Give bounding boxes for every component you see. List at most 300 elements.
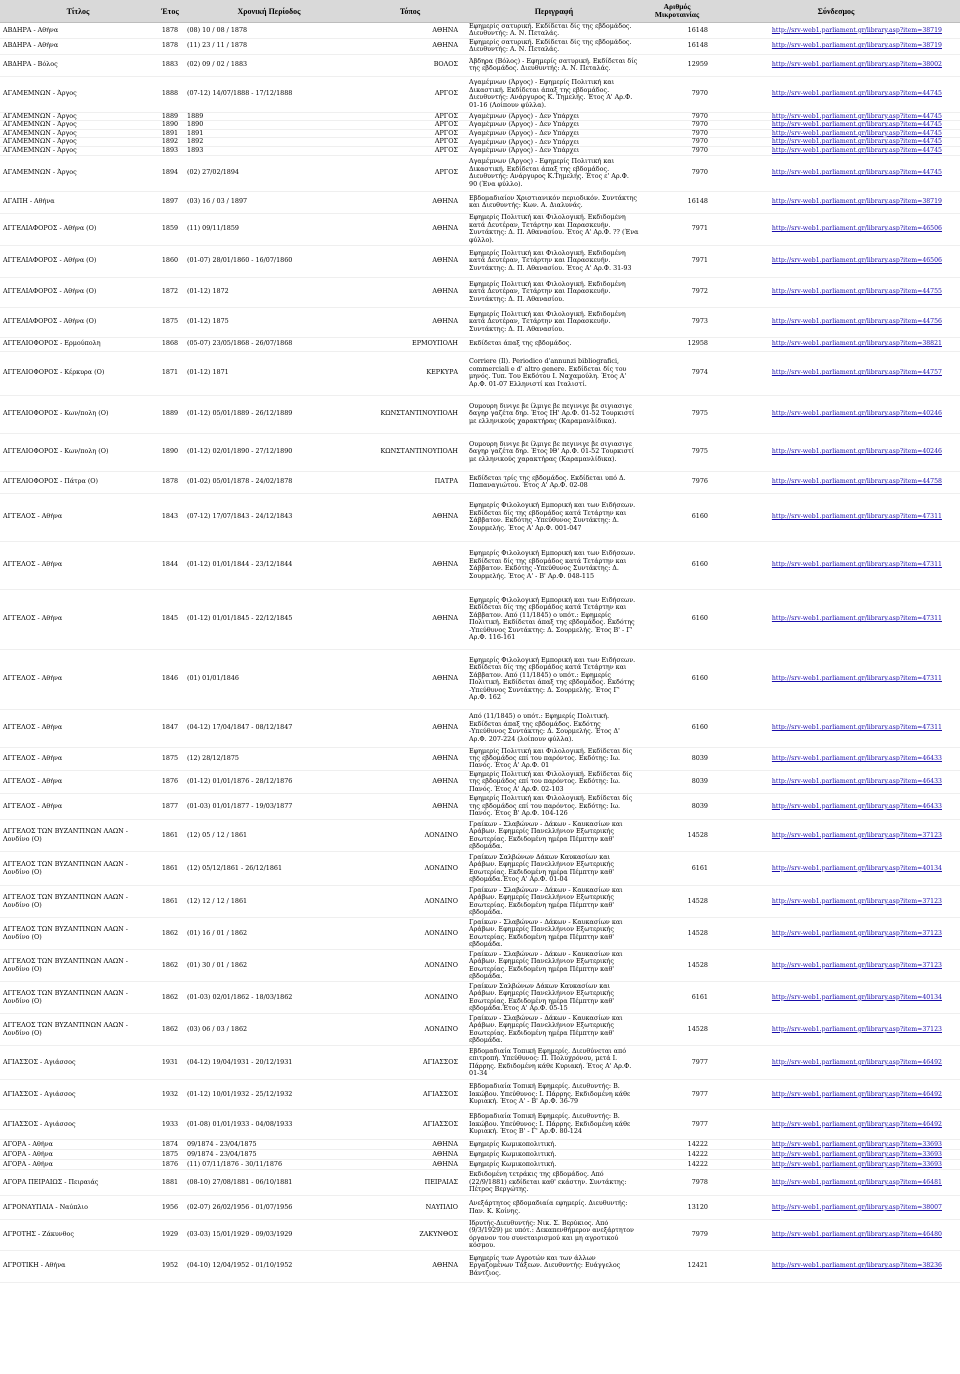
table-row bbox=[0, 1160, 960, 1170]
cell-microfilm-number: 6160 bbox=[691, 512, 708, 521]
table-row bbox=[0, 918, 960, 950]
cell-title: ΑΓΑΜΕΜΝΩΝ - Άργος bbox=[3, 137, 77, 146]
cell-microfilm-number: 6161 bbox=[691, 992, 708, 1001]
cell-microfilm-number: 12959 bbox=[687, 60, 708, 69]
cell-link[interactable]: http://srv-web1.parliament.gr/library.asp?item=47311 bbox=[771, 615, 942, 623]
cell-microfilm-number: 7975 bbox=[691, 409, 708, 418]
cell-link[interactable]: http://srv-web1.parliament.gr/library.asp?item=44756 bbox=[771, 318, 942, 326]
cell-description: Αγαμέμνων (Άργος) - Δεν Υπάρχει bbox=[469, 146, 580, 155]
cell-year: 1897 bbox=[161, 197, 179, 206]
cell-title: ΑΓΓΕΛΙΟΦΟΡΟΣ - Ερμούπολη bbox=[3, 339, 101, 348]
cell-year: 1847 bbox=[161, 723, 179, 732]
cell-microfilm-number: 16148 bbox=[687, 197, 708, 206]
cell-title: ΑΓΑΜΕΜΝΩΝ - Άργος bbox=[3, 89, 77, 98]
cell-place: ΑΘΗΝΑ bbox=[432, 317, 458, 326]
cell-link[interactable]: http://srv-web1.parliament.gr/library.asp?item=33693 bbox=[771, 1160, 942, 1168]
cell-year: 1861 bbox=[161, 863, 179, 872]
cell-place: ΚΩΝΣΤΑΝΤΙΝΟΥΠΟΛΗ bbox=[380, 409, 458, 418]
cell-link[interactable]: http://srv-web1.parliament.gr/library.asp?item=40246 bbox=[771, 448, 942, 456]
cell-title: ΑΓΓΕΛΟΣ ΤΩΝ ΒΥΖΑΝΤΙΝΩΝ ΛΑΩΝ - Λονδίνο (Ο) bbox=[3, 892, 128, 909]
cell-year: 1862 bbox=[161, 1024, 179, 1033]
cell-description: Γραίκων - Σλαβώνων - Δάκων - Καυκασίων και Αράβων. Εφημερίς Πανελλήνιον Εξωτερικής Εσωτερίας. Εκδιδομένη ημέρα Πέμπτην καθ' εβδομάδα. bbox=[469, 1013, 623, 1044]
cell-place: ΑΡΓΟΣ bbox=[434, 112, 458, 120]
cell-description: Εφημερίς Κωμικοπολιτική. bbox=[469, 1139, 557, 1148]
cell-title: ΑΓΙΑΣΣΟΣ - Αγιάσσος bbox=[3, 1119, 76, 1128]
cell-period: (11) 23 / 11 / 1878 bbox=[187, 41, 248, 50]
cell-description: Εφημερίς Πολιτική και Φιλολογική. Εκδιδομένη κατά Δευτέραν, Τετάρτην και Παρασκευήν. Συντάκτης: Δ. Π. Αθανασίου. Έτος Α' Αρ.Φ. 31-93 bbox=[469, 248, 632, 272]
cell-period: (07-12) 14/07/1888 - 17/12/1888 bbox=[187, 89, 293, 98]
cell-year: 1956 bbox=[161, 1202, 179, 1211]
cell-period: (08) 10 / 08 / 1878 bbox=[187, 25, 248, 34]
cell-place: ΒΟΛΟΣ bbox=[433, 60, 458, 69]
cell-link[interactable]: http://srv-web1.parliament.gr/library.asp?item=37123 bbox=[771, 897, 942, 905]
cell-microfilm-number: 6160 bbox=[691, 614, 708, 623]
cell-link[interactable]: http://srv-web1.parliament.gr/library.asp?item=44745 bbox=[771, 138, 942, 146]
cell-description: Εφημερίς Κωμικοπολιτική. bbox=[469, 1159, 557, 1168]
cell-place: ΑΘΗΝΑ bbox=[432, 560, 458, 569]
cell-link[interactable]: http://srv-web1.parliament.gr/library.asp?item=44745 bbox=[771, 147, 942, 154]
cell-title: ΑΓΓΕΛΙΑΦΟΡΟΣ - Αθήνα (Ο) bbox=[3, 224, 97, 233]
cell-description: Εφημερίς Πολιτική και Φιλολογική. Εκδιδομένη κατά Δευτέραν, Τετάρτην και Παρασκευήν. Συντάκτης: Δ. Π. Αθανασίου. bbox=[469, 309, 626, 333]
table-row bbox=[0, 433, 960, 471]
cell-place: ΑΘΗΝΑ bbox=[432, 723, 458, 732]
cell-link[interactable]: http://srv-web1.parliament.gr/library.asp?item=46506 bbox=[771, 257, 942, 265]
cell-description: Αγαμέμνων (Άργος) - Εφημερίς Πολιτική και Δικαστική. Εκδίδεται άπαξ της εβδομάδος. Διευθυντής: Ανάργυρος Κ.Τημελής. Έτος ε' Αρ.Φ. 90 (Ένα φύλλο). bbox=[469, 157, 629, 188]
cell-period: (02-07) 26/02/1956 - 01/07/1956 bbox=[187, 1202, 293, 1211]
cell-description: Εφημερίς σατυρική. Εκδίδεται δίς της εβδομάδος. Διευθυντής: Α. Ν. Πεταλάς. bbox=[469, 38, 632, 54]
cell-title: ΑΓΓΕΛΟΣ - Αθήνα bbox=[3, 512, 63, 521]
cell-year: 1878 bbox=[161, 41, 179, 50]
cell-place: ΛΟΝΔΙΝΟ bbox=[424, 992, 458, 1001]
cell-place: ΠΑΤΡΑ bbox=[434, 477, 458, 486]
cell-period: 1890 bbox=[187, 120, 204, 129]
cell-period: 1892 bbox=[187, 137, 204, 146]
cell-description: Εβδομαδιαίον Χριστιανικόν περιοδικόν. Συντάκτης και Διευθυντής: Κων. Α. Διαλυνάς. bbox=[469, 193, 637, 210]
table-row bbox=[0, 307, 960, 337]
cell-year: 1929 bbox=[161, 1230, 179, 1239]
cell-title: ΑΓΡΟΝΑΥΠΛΙΑ - Ναύπλιο bbox=[3, 1202, 88, 1211]
cell-description: Γραίκων Σαλβώνων Δάκων Καυκασίων και Αράβων. Εφημερίς Πανελλήνιον Εξωτερικής Εσωτερίας. Εκδιδομένη ημέρα Πέμπτην καθ' εβδομάδα.Έτος Α' Αρ.Φ. 01-04 bbox=[469, 852, 615, 883]
header-link: Σύνδεσμος bbox=[712, 0, 960, 23]
cell-place: ΑΘΗΝΑ bbox=[432, 674, 458, 683]
cell-description: Εφημερίς Πολιτική και Φιλολογική. Εκδίδεται δίς της εβδομάδος επί του παρόντος. Εκδότης: Ιω. Πανός. Έτος Α' Αρ.Φ. 01 bbox=[469, 747, 633, 770]
cell-description: Εφημερίς Πολιτική και Φιλολογική. Εκδιδομένη κατά Δευτέραν, Τετάρτην και Παρασκευήν. Συντάκτης: Δ. Π. Αθανασίου. bbox=[469, 279, 626, 303]
cell-description: Ιδρυτής-Διευθυντής: Νικ. Σ. Βερύκιος. Από (9/3/1929) με υπότ.: Δεκαπενθήμερον ανεξάρτητον όργανον του συνεταιρισμού και μη αγροτικού κόσμου. bbox=[469, 1219, 634, 1250]
cell-link[interactable]: http://srv-web1.parliament.gr/library.asp?item=44758 bbox=[771, 478, 942, 486]
cell-link[interactable]: http://srv-web1.parliament.gr/library.asp?item=44745 bbox=[771, 129, 942, 137]
cell-title: ΑΓΓΕΛΟΣ - Αθήνα bbox=[3, 674, 63, 683]
cell-link[interactable]: http://srv-web1.parliament.gr/library.asp?item=37123 bbox=[771, 1025, 942, 1033]
table-row bbox=[0, 1170, 960, 1196]
cell-description: Εφημερίς Φιλολογική Εμπορική και των Ειδήσεων. Εκδίδεται δίς της εβδομάδος κατά Τετάρτην και Σάββατον. Από (11/1845) ο υπότ.: Εφημερίς Πολιτική. Εκδίδεται άπαξ της εβδομάδος. Εκδότης -Υπεύθυνος Συντάκτης: Δ. Σουρμελής. Έτος Γ' Αρ.Φ. 162 bbox=[469, 655, 636, 701]
cell-title: ΑΓΑΜΕΜΝΩΝ - Άργος bbox=[3, 168, 77, 177]
cell-period: (12) 12 / 12 / 1861 bbox=[187, 896, 248, 905]
cell-title: ΑΓΓΕΛΙΑΦΟΡΟΣ - Αθήνα (Ο) bbox=[3, 256, 97, 265]
cell-microfilm-number: 7977 bbox=[691, 1089, 708, 1098]
cell-year: 1876 bbox=[161, 777, 179, 786]
cell-microfilm-number: 14528 bbox=[687, 896, 708, 905]
cell-place: ΠΕΙΡΑΙΑΣ bbox=[424, 1177, 458, 1186]
cell-title: ΑΓΡΟΤΗΣ - Ζάκυνθος bbox=[3, 1230, 74, 1239]
cell-link[interactable]: http://srv-web1.parliament.gr/library.asp?item=40134 bbox=[771, 993, 942, 1001]
cell-place: ΛΟΝΔΙΝΟ bbox=[424, 928, 458, 937]
table-row bbox=[0, 147, 960, 156]
cell-link[interactable]: http://srv-web1.parliament.gr/library.asp?item=40134 bbox=[771, 864, 942, 872]
cell-title: ΑΓΓΕΛΟΣ - Αθήνα bbox=[3, 723, 63, 732]
cell-description: Από (11/1845) ο υπότ.: Εφημερίς Πολιτική. Εκδίδεται άπαξ της εβδομάδος. Εκδότης -Υπεύθυνος Συντάκτης: Δ. Σουρμελής. Έτος Δ' Αρ.Φ. 207-224 (λοίπουν φύλλα). bbox=[469, 712, 620, 743]
cell-period: (01) 01/01/1846 bbox=[187, 674, 239, 683]
cell-place: ΑΘΗΝΑ bbox=[432, 25, 458, 34]
cell-link[interactable]: http://srv-web1.parliament.gr/library.asp?item=38236 bbox=[771, 1262, 942, 1270]
cell-microfilm-number: 7974 bbox=[691, 368, 708, 377]
cell-title: ΑΓΙΑΣΣΟΣ - Αγιάσσος bbox=[3, 1057, 76, 1066]
cell-year: 1931 bbox=[161, 1057, 179, 1066]
cell-link[interactable]: http://srv-web1.parliament.gr/library.asp?item=38007 bbox=[771, 1203, 942, 1211]
cell-microfilm-number: 7970 bbox=[691, 146, 708, 154]
cell-microfilm-number: 14222 bbox=[687, 1149, 708, 1158]
cell-title: ΑΓΓΕΛΙΑΦΟΡΟΣ - Αθήνα (Ο) bbox=[3, 287, 97, 296]
cell-link[interactable]: http://srv-web1.parliament.gr/library.asp?item=33693 bbox=[771, 1140, 942, 1148]
cell-title: ΑΓΓΕΛΟΣ - Αθήνα bbox=[3, 560, 63, 569]
cell-place: ΑΘΗΝΑ bbox=[432, 1261, 458, 1270]
cell-year: 1890 bbox=[161, 447, 179, 456]
cell-place: ΑΓΙΑΣΣΟΣ bbox=[423, 1089, 458, 1098]
cell-period: (01-12) 01/01/1876 - 28/12/1876 bbox=[187, 777, 293, 786]
cell-year: 1952 bbox=[161, 1261, 179, 1270]
cell-period: (03-03) 15/01/1929 - 09/03/1929 bbox=[187, 1230, 293, 1239]
cell-place: ΑΘΗΝΑ bbox=[432, 1139, 458, 1148]
cell-description: Corriere (Il). Periodico d'annunzi bibliografici, commerciali e d' altro genere. Εκδίδεται δίς του μηνός. Τυπ. Του Εκδότου Ι. Ναχαμούλη. Έτος Α' Αρ.Φ. 01-07 Ελληνιστί και Ιταλιστί. bbox=[469, 357, 627, 388]
cell-link[interactable]: http://srv-web1.parliament.gr/library.asp?item=47311 bbox=[771, 561, 942, 569]
cell-link[interactable]: http://srv-web1.parliament.gr/library.asp?item=38719 bbox=[771, 26, 942, 34]
table-row bbox=[0, 1046, 960, 1080]
table-body bbox=[0, 23, 960, 1283]
cell-place: ΛΟΝΔΙΝΟ bbox=[424, 1024, 458, 1033]
cell-link[interactable]: http://srv-web1.parliament.gr/library.asp?item=38821 bbox=[771, 340, 942, 348]
cell-title: ΑΓΑΜΕΜΝΩΝ - Άργος bbox=[3, 120, 77, 129]
cell-description: Ουμουρη δινιγε βε ίλμιγε βε πεγινιγε βε σιγιασιγε δαγηρ γαζέτα δηρ. Έτος ΙΗ' Αρ.Φ. 01-52 Τουρκιστί με ελληνικούς χαρακτήρας (Καραμανλίδικα). bbox=[469, 401, 635, 425]
cell-microfilm-number: 7970 bbox=[691, 168, 708, 177]
cell-microfilm-number: 7973 bbox=[691, 317, 708, 326]
cell-link[interactable]: http://srv-web1.parliament.gr/library.asp?item=44745 bbox=[771, 121, 942, 129]
cell-link[interactable]: http://srv-web1.parliament.gr/library.asp?item=33693 bbox=[771, 1150, 942, 1158]
cell-description: Αγαμέμνων (Άργος) - Δεν Υπάρχει bbox=[469, 120, 580, 129]
cell-place: ΑΡΓΟΣ bbox=[434, 137, 458, 146]
cell-period: 09/1874 - 23/04/1875 bbox=[187, 1149, 257, 1158]
cell-microfilm-number: 6160 bbox=[691, 560, 708, 569]
cell-microfilm-number: 14528 bbox=[687, 1024, 708, 1033]
cell-year: 1881 bbox=[161, 1177, 179, 1186]
cell-place: ΑΘΗΝΑ bbox=[432, 41, 458, 50]
cell-description: Γραίκων - Σλαβώνων - Δάκων - Καυκασίων και Αράβων. Εφημερίς Πανελλήνιον Εξωτερικής Εσωτερίας. Εκδιδομένη ημέρα Πέμπτην καθ' εβδομάδα. bbox=[469, 949, 623, 980]
cell-period: 1891 bbox=[187, 129, 204, 137]
table-row bbox=[0, 76, 960, 112]
cell-microfilm-number: 7972 bbox=[691, 287, 708, 296]
cell-link[interactable]: http://srv-web1.parliament.gr/library.asp?item=46506 bbox=[771, 225, 942, 233]
cell-year: 1876 bbox=[161, 1159, 179, 1168]
table-row bbox=[0, 471, 960, 493]
cell-year: 1932 bbox=[161, 1089, 179, 1098]
cell-link[interactable]: http://srv-web1.parliament.gr/library.asp?item=38719 bbox=[771, 198, 942, 206]
cell-period: 09/1874 - 23/04/1875 bbox=[187, 1139, 257, 1148]
cell-link[interactable]: http://srv-web1.parliament.gr/library.asp?item=37123 bbox=[771, 831, 942, 839]
cell-microfilm-number: 7977 bbox=[691, 1119, 708, 1128]
header-microfilm-number: Αριθμός Μικροταινίας bbox=[642, 0, 712, 23]
cell-year: 1868 bbox=[161, 339, 179, 348]
cell-link[interactable]: http://srv-web1.parliament.gr/library.asp?item=44745 bbox=[771, 90, 942, 98]
cell-place: ΑΘΗΝΑ bbox=[432, 1159, 458, 1168]
cell-description: Εκδίδεται τρίς της εβδομάδος. Εκδίδεται υπό Δ. Παπαναγιώτου. Έτος Α' Αρ.Φ. 02-08 bbox=[469, 473, 626, 490]
cell-title: ΑΓΟΡΑ - Αθήνα bbox=[3, 1139, 53, 1148]
cell-year: 1891 bbox=[161, 129, 179, 137]
cell-year: 1859 bbox=[161, 224, 179, 233]
cell-year: 1862 bbox=[161, 928, 179, 937]
cell-year: 1878 bbox=[161, 477, 179, 486]
cell-link[interactable]: http://srv-web1.parliament.gr/library.asp?item=46433 bbox=[771, 802, 942, 810]
table-row bbox=[0, 1196, 960, 1220]
cell-microfilm-number: 14222 bbox=[687, 1139, 708, 1148]
cell-link[interactable]: http://srv-web1.parliament.gr/library.asp?item=47311 bbox=[771, 724, 942, 732]
cell-period: (03) 06 / 03 / 1862 bbox=[187, 1024, 248, 1033]
cell-year: 1888 bbox=[161, 89, 179, 98]
cell-year: 1862 bbox=[161, 992, 179, 1001]
cell-place: ΑΘΗΝΑ bbox=[432, 287, 458, 296]
cell-year: 1892 bbox=[161, 137, 179, 146]
cell-link[interactable]: http://srv-web1.parliament.gr/library.asp?item=44755 bbox=[771, 288, 942, 296]
cell-link[interactable]: http://srv-web1.parliament.gr/library.asp?item=37123 bbox=[771, 961, 942, 969]
cell-microfilm-number: 7971 bbox=[691, 224, 708, 233]
cell-link[interactable]: http://srv-web1.parliament.gr/library.asp?item=47311 bbox=[771, 675, 942, 683]
cell-link[interactable]: http://srv-web1.parliament.gr/library.asp?item=46492 bbox=[771, 1090, 942, 1098]
cell-link[interactable]: http://srv-web1.parliament.gr/library.asp?item=46492 bbox=[771, 1120, 942, 1128]
cell-microfilm-number: 12958 bbox=[687, 339, 708, 348]
cell-link[interactable]: http://srv-web1.parliament.gr/library.asp?item=47311 bbox=[771, 513, 942, 521]
cell-link[interactable]: http://srv-web1.parliament.gr/library.asp?item=44757 bbox=[771, 369, 942, 377]
cell-period: (11) 07/11/1876 - 30/11/1876 bbox=[187, 1159, 283, 1168]
table-row bbox=[0, 138, 960, 147]
table-row bbox=[0, 493, 960, 541]
cell-year: 1877 bbox=[161, 801, 179, 810]
cell-place: ΖΑΚΥΝΘΟΣ bbox=[419, 1230, 458, 1239]
cell-period: (08-10) 27/08/1881 - 06/10/1881 bbox=[187, 1177, 293, 1186]
header-year: Έτος bbox=[156, 0, 184, 23]
table-row bbox=[0, 23, 960, 39]
cell-link[interactable]: http://srv-web1.parliament.gr/library.asp?item=46433 bbox=[771, 778, 942, 786]
table-row bbox=[0, 794, 960, 820]
cell-period: 1889 bbox=[187, 112, 204, 120]
table-row bbox=[0, 351, 960, 395]
cell-description: Γραίκων - Σλαβώνων - Δάκων - Καυκασίων και Αράβων. Εφημερίς Πανελλήνιον Εξωτερικής Εσωτερίας. Εκδιδομένη ημέρα Πέμπτην καθ' εβδομάδα. bbox=[469, 917, 623, 948]
cell-title: ΑΓΓΕΛΟΣ ΤΩΝ ΒΥΖΑΝΤΙΝΩΝ ΛΑΩΝ - Λονδίνο (Ο) bbox=[3, 956, 128, 973]
cell-year: 1933 bbox=[161, 1119, 179, 1128]
table-row bbox=[0, 709, 960, 747]
table-row bbox=[0, 121, 960, 130]
cell-description: Άβδηρα (Βόλος) - Εφημερίς σατυρική. Εκδίδεται δίς της εβδομάδος. Διευθυντής: Α. Ν. Πεταλάς. bbox=[469, 56, 638, 73]
cell-description: Ουμουρη δινιγε βε ίλμιγε βε πεγινιγε βε σιγιασιγε δαγηρ γαζέτα δηρ. Έτος ΙΘ' Αρ.Φ. 01-52 Τουρκιστί με ελληνικούς χαρακτήρας (Καραμανλίδικα). bbox=[469, 439, 634, 463]
table-row bbox=[0, 982, 960, 1014]
header-title: Τίτλος bbox=[0, 0, 156, 23]
cell-year: 1875 bbox=[161, 753, 179, 762]
cell-link[interactable]: http://srv-web1.parliament.gr/library.asp?item=46481 bbox=[771, 1178, 942, 1186]
cell-link[interactable]: http://srv-web1.parliament.gr/library.asp?item=46492 bbox=[771, 1058, 942, 1066]
cell-link[interactable]: http://srv-web1.parliament.gr/library.asp?item=46480 bbox=[771, 1231, 942, 1239]
cell-year: 1860 bbox=[161, 256, 179, 265]
table-row bbox=[0, 155, 960, 191]
cell-place: ΛΟΝΔΙΝΟ bbox=[424, 863, 458, 872]
cell-title: ΑΓΓΕΛΟΣ ΤΩΝ ΒΥΖΑΝΤΙΝΩΝ ΛΑΩΝ - Λονδίνο (Ο) bbox=[3, 1020, 128, 1037]
cell-description: Γραίκων - Σλαβώνων - Δάκων - Καυκασίων και Αράβων. Εφημερίς Πανελλήνιον Εξωτερικής Εσωτερίας. Εκδιδομένη ημέρα Πέμπτην καθ' εβδομάδα. bbox=[469, 819, 623, 850]
cell-microfilm-number: 16148 bbox=[687, 25, 708, 34]
cell-period: (05-07) 23/05/1868 - 26/07/1868 bbox=[187, 339, 293, 348]
cell-period: (01-12) 01/01/1845 - 22/12/1845 bbox=[187, 614, 293, 623]
cell-place: ΑΘΗΝΑ bbox=[432, 753, 458, 762]
cell-description: Εφημερίς Φιλολογική Εμπορική και των Ειδήσεων. Εκδίδεται δίς της εβδομάδος κατά Τετάρτην και Σάββατον. Εκδότης -Υπεύθυνος Συντάκτης: Δ. Σουρμελής. Έτος Α' Αρ.Φ. 001-047 bbox=[469, 501, 636, 532]
cell-link[interactable]: http://srv-web1.parliament.gr/library.asp?item=46433 bbox=[771, 754, 942, 762]
cell-place: ΑΡΓΟΣ bbox=[434, 168, 458, 177]
cell-period: (01) 16 / 01 / 1862 bbox=[187, 928, 248, 937]
table-row bbox=[0, 1220, 960, 1251]
cell-description: Γραίκων - Σλαβώνων - Δάκων - Καυκασίων και Αράβων. Εφημερίς Πανελλήνιον Εξωτερικής Εσωτερίας. Εκδιδομένη ημέρα Πέμπτην καθ' εβδομάδα. bbox=[469, 885, 623, 916]
table-row bbox=[0, 1140, 960, 1150]
table-row bbox=[0, 129, 960, 138]
cell-place: ΑΘΗΝΑ bbox=[432, 801, 458, 810]
cell-place: ΑΡΓΟΣ bbox=[434, 89, 458, 98]
cell-period: (12) 05 / 12 / 1861 bbox=[187, 830, 248, 839]
cell-year: 1889 bbox=[161, 409, 179, 418]
cell-period: (01-12) 1871 bbox=[187, 368, 229, 377]
table-row bbox=[0, 191, 960, 213]
cell-link[interactable]: http://srv-web1.parliament.gr/library.asp?item=38002 bbox=[771, 61, 942, 69]
cell-link[interactable]: http://srv-web1.parliament.gr/library.asp?item=40246 bbox=[771, 410, 942, 418]
cell-microfilm-number: 14528 bbox=[687, 928, 708, 937]
cell-place: ΑΡΓΟΣ bbox=[434, 146, 458, 154]
cell-place: ΑΘΗΝΑ bbox=[432, 256, 458, 265]
cell-microfilm-number: 16148 bbox=[687, 41, 708, 50]
cell-year: 1874 bbox=[161, 1139, 179, 1148]
cell-title: ΑΓΓΕΛΟΣ ΤΩΝ ΒΥΖΑΝΤΙΝΩΝ ΛΑΩΝ - Λονδίνο (Ο) bbox=[3, 988, 128, 1005]
cell-year: 1894 bbox=[161, 168, 179, 177]
cell-period: (03) 16 / 03 / 1897 bbox=[187, 197, 248, 206]
cell-period: (04-12) 17/04/1847 - 08/12/1847 bbox=[187, 723, 293, 732]
cell-place: ΛΟΝΔΙΝΟ bbox=[424, 830, 458, 839]
cell-period: (01-12) 10/01/1932 - 25/12/1932 bbox=[187, 1089, 293, 1098]
cell-title: ΑΓΟΡΑ ΠΕΙΡΑΙΩΣ - Πειραιάς bbox=[3, 1177, 99, 1186]
cell-microfilm-number: 7970 bbox=[691, 89, 708, 98]
cell-title: ΑΓΓΕΛΙΑΦΟΡΟΣ - Αθήνα (Ο) bbox=[3, 317, 97, 326]
cell-microfilm-number: 14528 bbox=[687, 830, 708, 839]
cell-microfilm-number: 7970 bbox=[691, 129, 708, 137]
table-row bbox=[0, 54, 960, 76]
cell-microfilm-number: 7975 bbox=[691, 447, 708, 456]
cell-period: (04-12) 19/04/1931 - 20/12/1931 bbox=[187, 1057, 293, 1066]
cell-place: ΑΘΗΝΑ bbox=[432, 197, 458, 206]
cell-link[interactable]: http://srv-web1.parliament.gr/library.asp?item=44745 bbox=[771, 169, 942, 177]
cell-title: ΑΓΓΕΛΟΣ - Αθήνα bbox=[3, 801, 63, 810]
cell-description: Εφημερίς Πολιτική και Φιλολογική. Εκδίδεται δίς της εβδομάδος επί του παρόντος. Εκδότης: Ιω. Πανός. Έτος Α' Αρ.Φ. 02-103 bbox=[469, 770, 633, 793]
cell-title: ΑΓΑΠΗ - Αθήνα bbox=[3, 197, 55, 206]
table-row bbox=[0, 213, 960, 245]
cell-description: Αγαμέμνων (Άργος) - Δεν Υπάρχει bbox=[469, 137, 580, 146]
cell-year: 1883 bbox=[161, 60, 179, 69]
cell-description: Εφημερίς Πολιτική και Φιλολογική. Εκδίδεται δίς της εβδομάδος επί του παρόντος. Εκδότης: Ιω. Πανός. Έτος Β' Αρ.Φ. 104-126 bbox=[469, 794, 633, 818]
table-row bbox=[0, 589, 960, 649]
cell-link[interactable]: http://srv-web1.parliament.gr/library.asp?item=38719 bbox=[771, 42, 942, 50]
cell-place: ΑΘΗΝΑ bbox=[432, 777, 458, 786]
cell-description: Εβδομαδιαία Τοπική Εφημερίς. Διευθύνεται από επιτροπή. Υπεύθυνος: Π. Πολυχρόνου, μετά Ι. Πάρρης. Εκδιδομένη κάθε Κυριακή. Έτος Α' Αρ.Φ. 01-34 bbox=[469, 1046, 632, 1077]
cell-year: 1872 bbox=[161, 287, 179, 296]
cell-period: (01) 30 / 01 / 1862 bbox=[187, 960, 248, 969]
cell-period: (11) 09/11/1859 bbox=[187, 224, 239, 233]
table-row bbox=[0, 1014, 960, 1046]
cell-description: Εκδίδεται άπαξ της εβδομάδος. bbox=[469, 339, 572, 348]
cell-period: (01-12) 01/01/1844 - 23/12/1844 bbox=[187, 560, 293, 569]
cell-microfilm-number: 7970 bbox=[691, 120, 708, 129]
cell-title: ΑΓΟΡΑ - Αθήνα bbox=[3, 1149, 53, 1158]
cell-year: 1861 bbox=[161, 896, 179, 905]
table-row bbox=[0, 1110, 960, 1140]
cell-description: Εβδομαδιαία Τοπική Εφημερίς. Διευθυντής: Β. Ιακώβου. Υπεύθυνος: Ι. Πάρρης. Εκδιδομένη κάθε Κυριακή. Έτος Α' - Β' Αρ.Φ. 36-79 bbox=[469, 1082, 631, 1106]
cell-period: 1893 bbox=[187, 146, 204, 154]
cell-link[interactable]: http://srv-web1.parliament.gr/library.asp?item=37123 bbox=[771, 929, 942, 937]
cell-place: ΑΓΙΑΣΣΟΣ bbox=[423, 1057, 458, 1066]
cell-title: ΑΓΡΟΤΙΚΗ - Αθήνα bbox=[3, 1261, 66, 1270]
table-row bbox=[0, 770, 960, 793]
cell-place: ΑΘΗΝΑ bbox=[432, 512, 458, 521]
table-row bbox=[0, 1250, 960, 1282]
table-row bbox=[0, 649, 960, 709]
cell-title: ΑΓΓΕΛΙΟΦΟΡΟΣ - Κων/πολη (Ο) bbox=[3, 447, 109, 456]
header-place: Τόπος bbox=[354, 0, 466, 23]
table-header bbox=[0, 0, 960, 23]
cell-description: Ανεξάρτητος εβδομαδιαία εφημερίς. Διευθυντής: Παν. Κ. Κοίνης. bbox=[469, 1199, 628, 1215]
cell-title: ΑΓΓΕΛΙΟΦΟΡΟΣ - Πάτρα (Ο) bbox=[3, 477, 99, 486]
cell-microfilm-number: 7978 bbox=[691, 1177, 708, 1186]
cell-place: ΚΩΝΣΤΑΝΤΙΝΟΥΠΟΛΗ bbox=[380, 447, 458, 456]
cell-description: Αγαμέμνων (Άργος) - Δεν Υπάρχει bbox=[469, 129, 580, 137]
table-row bbox=[0, 950, 960, 982]
cell-period: (01-02) 05/01/1878 - 24/02/1878 bbox=[187, 477, 293, 486]
cell-microfilm-number: 14222 bbox=[687, 1159, 708, 1168]
cell-description: Εφημερίς Πολιτική και Φιλολογική. Εκδιδομένη κατά Δευτέραν, Τετάρτην και Παρασκευήν. Συντάκτης: Δ. Π. Αθανασίου. Έτος Α' Αρ.Φ. ?? (Ένα φύλλο). bbox=[469, 213, 639, 244]
cell-place: ΝΑΥΠΛΙΟ bbox=[425, 1202, 458, 1211]
cell-year: 1875 bbox=[161, 317, 179, 326]
table-row bbox=[0, 1080, 960, 1110]
cell-microfilm-number: 6160 bbox=[691, 723, 708, 732]
cell-microfilm-number: 14528 bbox=[687, 960, 708, 969]
cell-place: ΑΘΗΝΑ bbox=[432, 1149, 458, 1158]
cell-description: Γραίκων Σαλβώνων Δάκων Καυκασίων και Αράβων. Εφημερίς Πανελλήνιον Εξωτερικής Εσωτερίας. Εκδιδομένη ημέρα Πέμπτην καθ' εβδομάδα.Έτος Α' Αρ.Φ. 05-15 bbox=[469, 981, 615, 1012]
cell-description: Εκδιδομένη τετράκις της εβδομάδος. Από (22/9/1881) εκδίδεται καθ' εκάστην. Συντάκτης: Πέτρος Βεργώτης. bbox=[469, 1170, 627, 1194]
cell-year: 1871 bbox=[161, 368, 179, 377]
cell-title: ΑΓΓΕΛΟΣ - Αθήνα bbox=[3, 614, 63, 623]
cell-title: ΑΓΓΕΛΙΟΦΟΡΟΣ - Κέρκυρα (Ο) bbox=[3, 368, 105, 377]
table-row bbox=[0, 886, 960, 918]
table-row bbox=[0, 852, 960, 886]
cell-link[interactable]: http://srv-web1.parliament.gr/library.asp?item=44745 bbox=[771, 112, 942, 120]
table-row bbox=[0, 820, 960, 852]
cell-title: ΑΒΔΗΡΑ - Βόλος bbox=[3, 60, 58, 69]
cell-description: Εφημερίς Κωμικοπολιτική. bbox=[469, 1149, 557, 1158]
cell-microfilm-number: 12421 bbox=[687, 1261, 708, 1270]
cell-title: ΑΒΔΗΡΑ - Αθήνα bbox=[3, 41, 59, 50]
cell-place: ΑΓΙΑΣΣΟΣ bbox=[423, 1119, 458, 1128]
cell-year: 1846 bbox=[161, 674, 179, 683]
table-row bbox=[0, 38, 960, 54]
cell-year: 1843 bbox=[161, 512, 179, 521]
cell-place: ΑΡΓΟΣ bbox=[434, 120, 458, 129]
cell-description: Εφημερίς σατυρική. Εκδίδεται δίς της εβδομάδος. Διευθυντής: Α. Ν. Πεταλάς. bbox=[469, 22, 632, 38]
cell-year: 1861 bbox=[161, 830, 179, 839]
